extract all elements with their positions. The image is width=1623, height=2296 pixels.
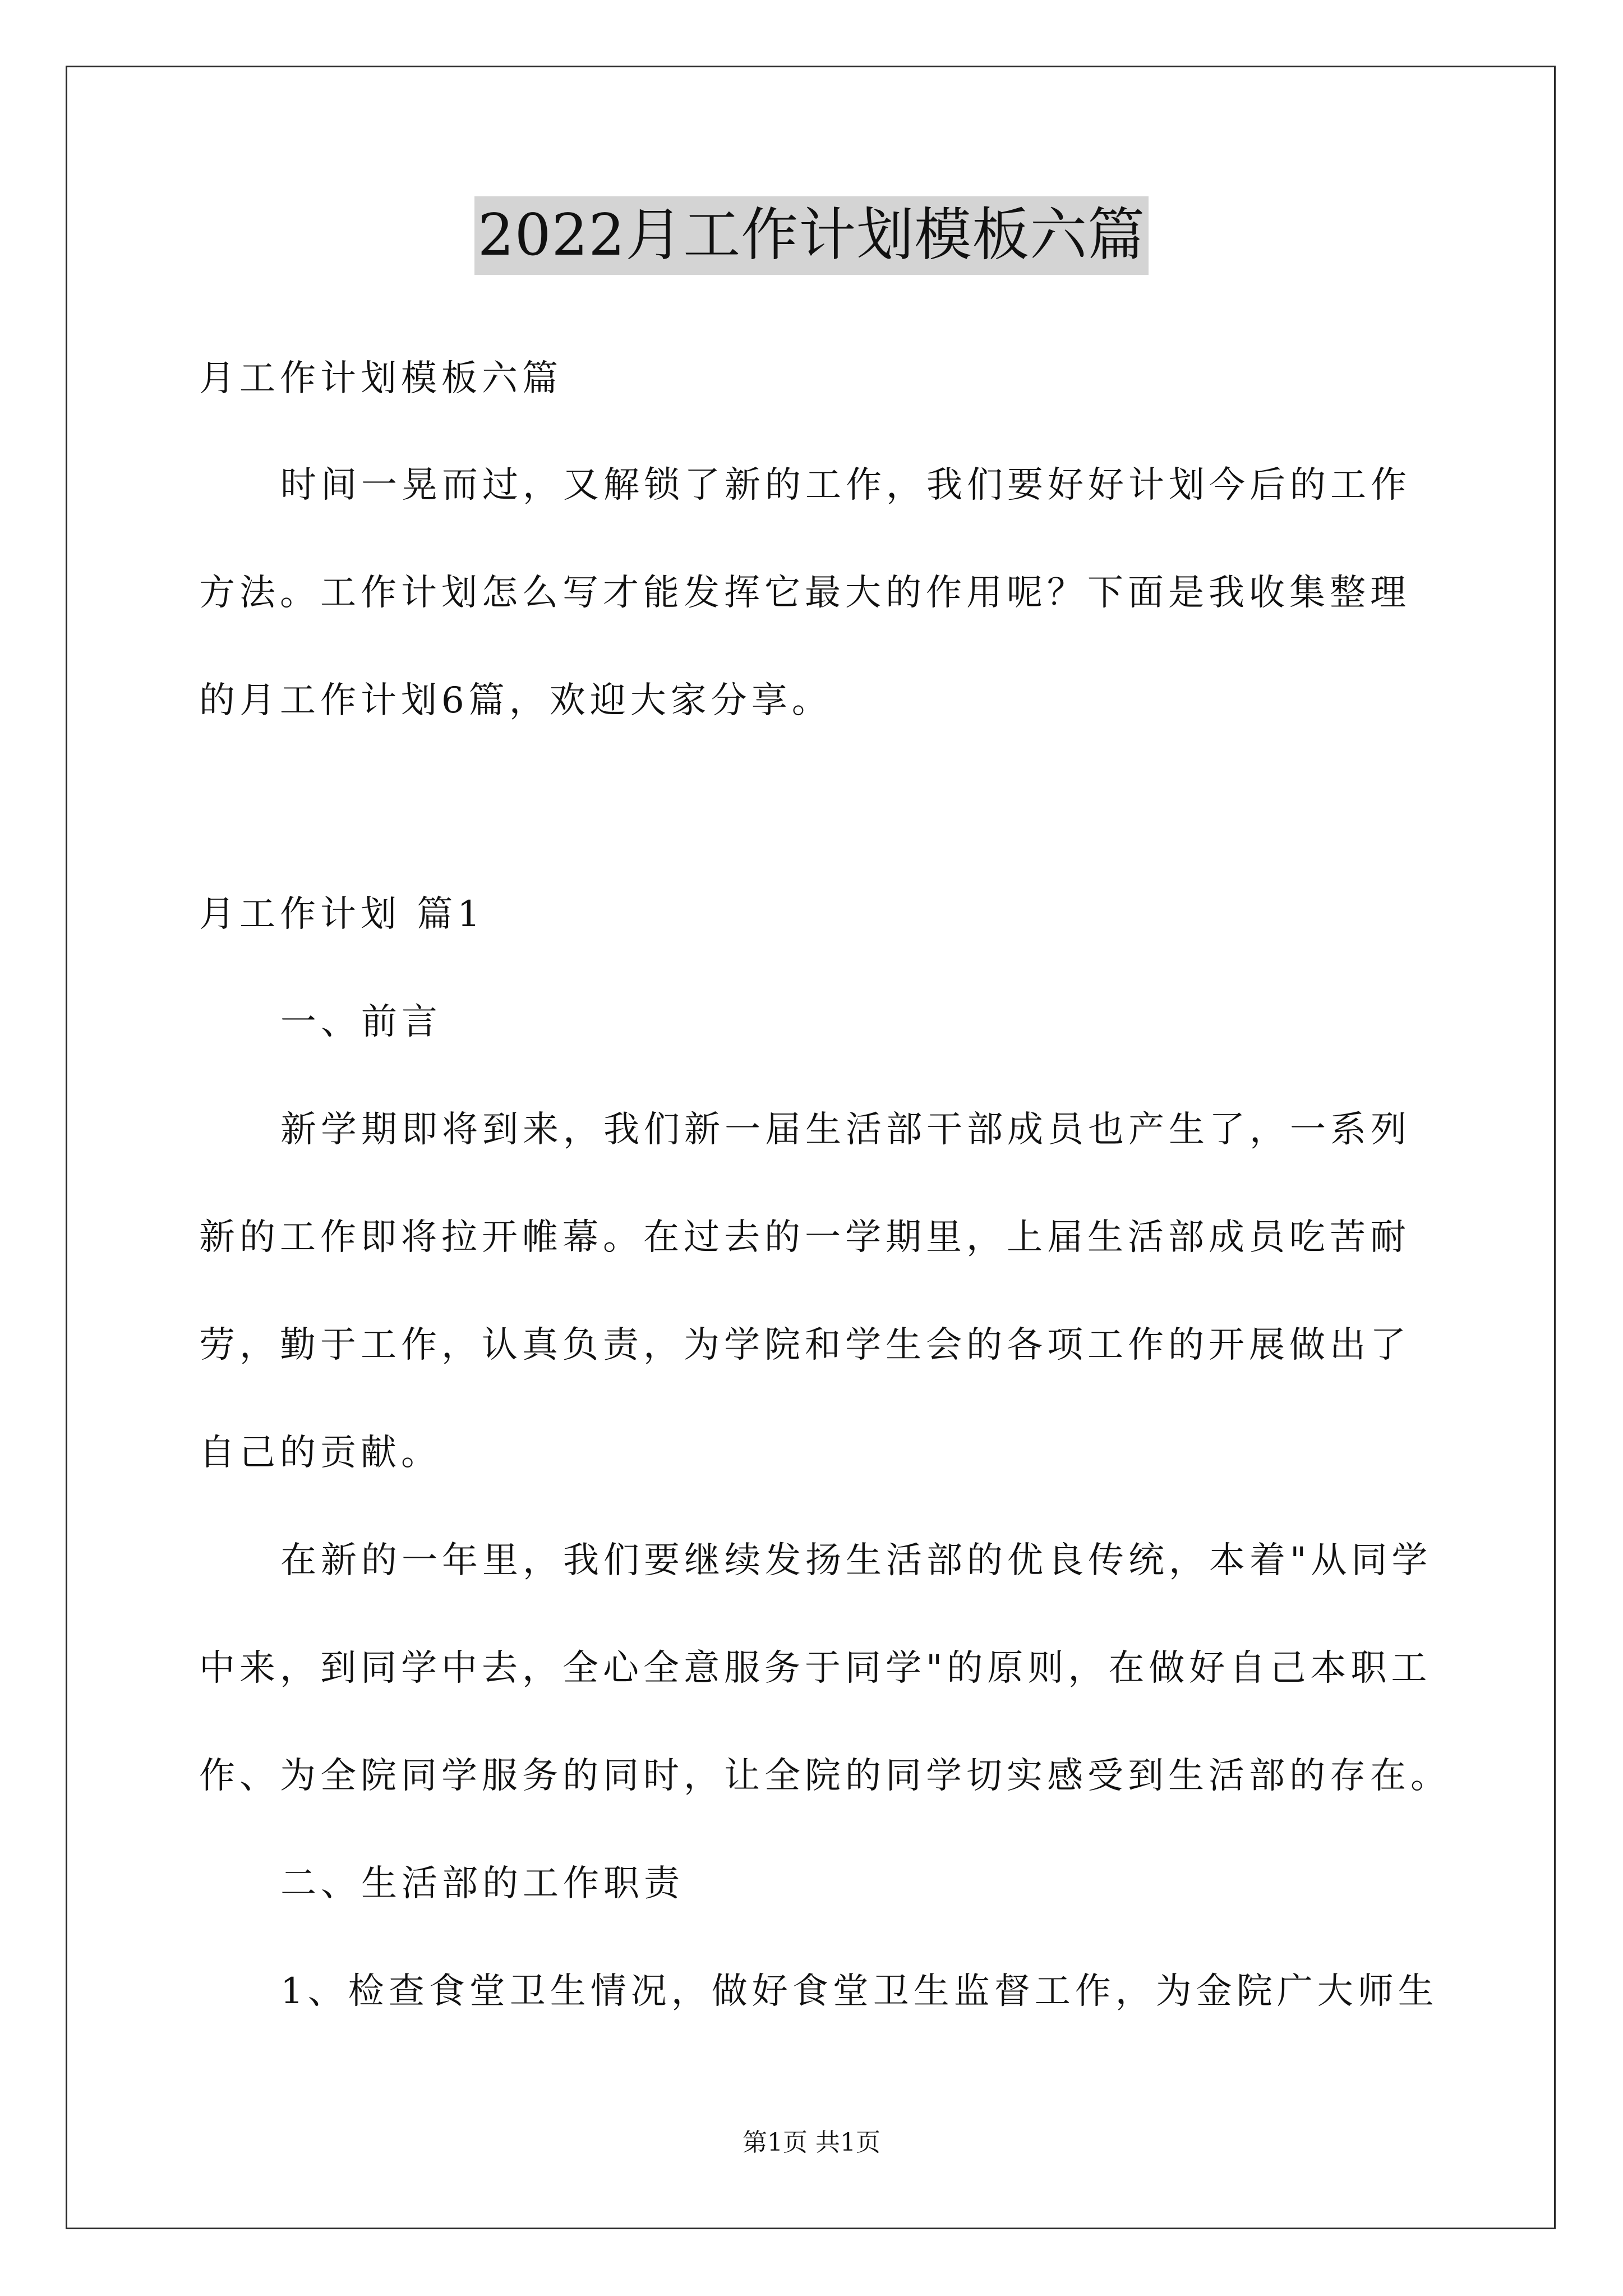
paragraph-line: 中来，到同学中去，全心全意服务于同学"的原则，在做好自己本职工	[199, 1648, 1432, 1689]
paragraph-line: 劳，勤于工作，认真负责，为学院和学生会的各项工作的开展做出了	[199, 1324, 1410, 1366]
paragraph-line: 在新的一年里，我们要继续发扬生活部的优良传统，本着"从同学	[280, 1540, 1432, 1581]
intro-line: 的月工作计划6篇，欢迎大家分享。	[199, 680, 832, 721]
paragraph-line: 新的工作即将拉开帷幕。在过去的一学期里，上届生活部成员吃苦耐	[199, 1217, 1410, 1258]
page-footer: 第1页 共1页	[743, 2128, 880, 2157]
paragraph-line: 自己的贡献。	[199, 1432, 441, 1474]
paragraph-line: 新学期即将到来，我们新一届生活部干部成员也产生了，一系列	[280, 1109, 1411, 1151]
paragraph-line: 1、检查食堂卫生情况，做好食堂卫生监督工作，为金院广大师生	[280, 1971, 1438, 2012]
part-heading: 二、生活部的工作职责	[280, 1863, 684, 1904]
intro-line: 方法。工作计划怎么写才能发挥它最大的作用呢？下面是我收集整理	[199, 572, 1410, 614]
document-subtitle: 月工作计划模板六篇	[199, 358, 562, 399]
part-heading: 一、前言	[280, 1001, 442, 1043]
paragraph-line: 作、为全院同学服务的同时，让全院的同学切实感受到生活部的存在。	[199, 1755, 1451, 1797]
document-title: 2022月工作计划模板六篇	[474, 196, 1149, 275]
section-heading: 月工作计划 篇1	[199, 894, 485, 935]
title-container	[0, 196, 1623, 275]
intro-line: 时间一晃而过，又解锁了新的工作，我们要好好计划今后的工作	[280, 464, 1411, 506]
